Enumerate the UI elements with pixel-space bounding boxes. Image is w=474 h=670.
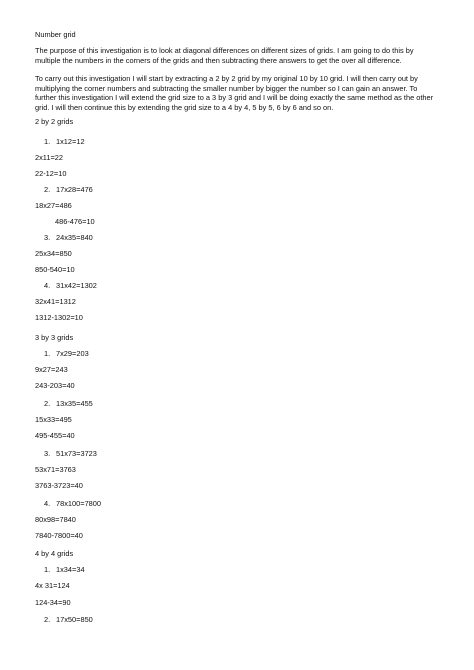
- calc-line: 9x27=243: [35, 365, 68, 374]
- list-number: 2.: [44, 185, 51, 194]
- calc-line: 4x 31=124: [35, 581, 70, 590]
- calc-line: 17x28=476: [56, 185, 93, 194]
- calc-line: 53x71=3763: [35, 465, 76, 474]
- list-number: 1.: [44, 349, 51, 358]
- calc-line: 18x27=486: [35, 201, 72, 210]
- list-number: 4.: [44, 499, 51, 508]
- calc-line: 78x100=7800: [56, 499, 102, 508]
- section-heading-3x3: 3 by 3 grids: [35, 333, 74, 342]
- calc-line: 495-455=40: [35, 431, 75, 440]
- calc-line: 24x35=840: [56, 233, 93, 242]
- calc-line: 850-540=10: [35, 265, 75, 274]
- intro-paragraph-2: To carry out this investigation I will start by extracting a 2 by 2 grid by my original 10 by 10 grid. I will then carry out by multiplying the corner numbers and subtracting the smaller number by bigger the number so I can gain an answer. To further this investigation I will extend the grid size to a 3 by 3 grid and I will be doing exactly the same method as the other grid. I will then continue this by extending the grid size to a 4 by 4, 5 by 5, 6 by 6 and so on.: [35, 74, 434, 112]
- calc-line: 17x50=850: [56, 615, 93, 624]
- calc-line: 2x11=22: [35, 153, 64, 162]
- calc-line: 7x29=203: [56, 349, 89, 358]
- calc-line: 124-34=90: [35, 598, 71, 607]
- calc-line: 7840-7800=40: [35, 531, 83, 540]
- calc-line: 80x98=7840: [35, 515, 76, 524]
- list-number: 3.: [44, 233, 51, 242]
- document-title: Number grid: [35, 30, 76, 39]
- calc-line: 1x34=34: [56, 565, 85, 574]
- section-heading-4x4: 4 by 4 grids: [35, 549, 74, 558]
- calc-line: 243-203=40: [35, 381, 75, 390]
- list-number: 4.: [44, 281, 51, 290]
- list-number: 1.: [44, 565, 51, 574]
- calc-line: 51x73=3723: [56, 449, 97, 458]
- calc-line: 3763-3723=40: [35, 481, 83, 490]
- intro-paragraph-1: The purpose of this investigation is to look at diagonal differences on different sizes of grids. I am going to do this by multiple the numbers in the corners of the grids and then subtracting there answers to get the over all difference.: [35, 46, 414, 65]
- list-number: 2.: [44, 615, 51, 624]
- list-number: 2.: [44, 399, 51, 408]
- list-number: 3.: [44, 449, 51, 458]
- calc-line: 25x34=850: [35, 249, 72, 258]
- calc-line: 31x42=1302: [56, 281, 97, 290]
- calc-line: 22-12=10: [35, 169, 67, 178]
- calc-line: 15x33=495: [35, 415, 72, 424]
- section-heading-2x2: 2 by 2 grids: [35, 117, 74, 126]
- calc-line: 1312-1302=10: [35, 313, 83, 322]
- list-number: 1.: [44, 137, 51, 146]
- calc-line: 486-476=10: [55, 217, 95, 226]
- calc-line: 32x41=1312: [35, 297, 76, 306]
- calc-line: 13x35=455: [56, 399, 93, 408]
- calc-line: 1x12=12: [56, 137, 85, 146]
